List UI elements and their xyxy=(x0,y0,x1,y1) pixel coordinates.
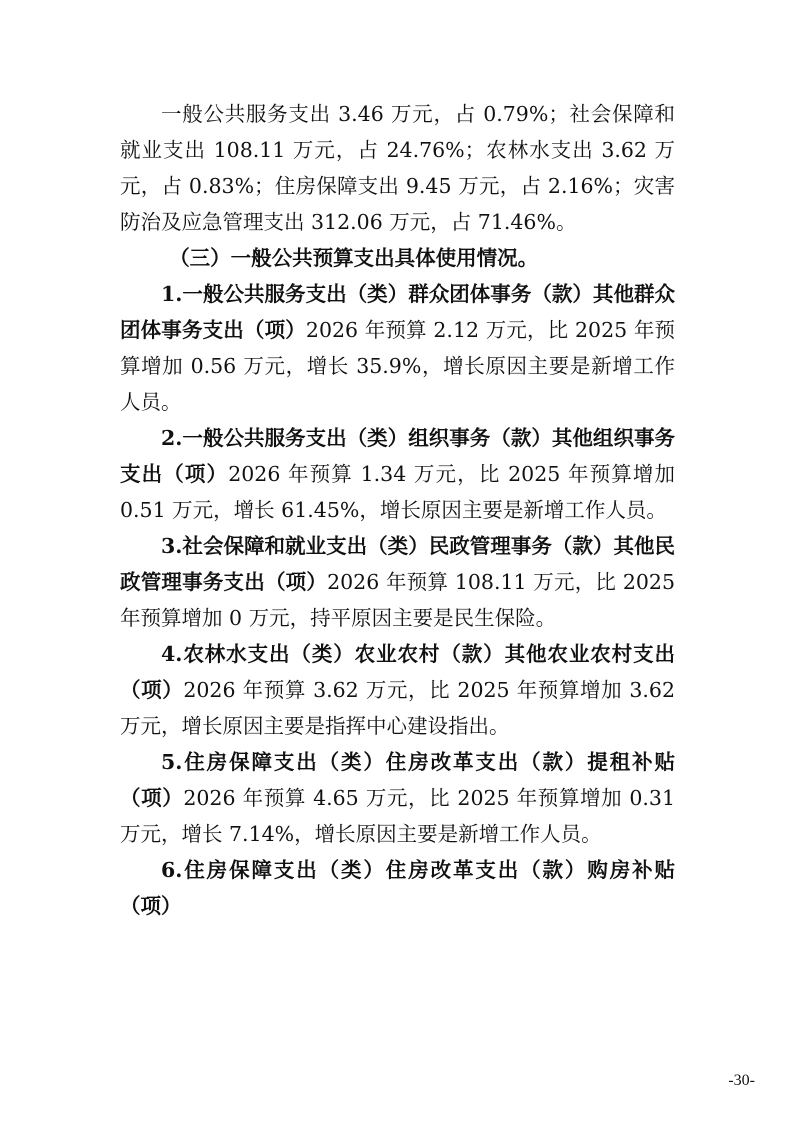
item-title: 2.一般公共服务支出（类）组织事务（款）其他组织事务支出（项） xyxy=(120,426,675,486)
intro-paragraph: 一般公共服务支出 3.46 万元，占 0.79%；社会保障和就业支出 108.11 万元，占 24.76%；农林水支出 3.62 万元，占 0.83%；住房保障支出 9.45 万元，占 2.16%；灾害防治及应急管理支出 312.06 万元，占 71.46%。 xyxy=(120,102,675,234)
item-title: 6.住房保障支出（类）住房改革支出（款）购房补贴（项） xyxy=(120,858,675,918)
item-body: 2026 年预算 1.34 万元，比 2025 年预算增加 0.51 万元，增长 61.45%，增长原因主要是新增工作人员。 xyxy=(120,462,675,522)
item-title: 1.一般公共服务支出（类）群众团体事务（款）其他群众团体事务支出（项） xyxy=(120,282,675,342)
item-paragraph-5 xyxy=(120,744,675,852)
item-title: 3.社会保障和就业支出（类）民政管理事务（款）其他民政管理事务支出（项） xyxy=(120,534,675,594)
item-body: 2026 年预算 2.12 万元，比 2025 年预算增加 0.56 万元，增长 35.9%，增长原因主要是新增工作人员。 xyxy=(120,318,675,414)
item-title: 5.住房保障支出（类）住房改革支出（款）提租补贴（项） xyxy=(120,750,675,810)
section-heading: （三）一般公共预算支出具体使用情况。 xyxy=(169,246,539,270)
item-body: 2026 年预算 4.65 万元，比 2025 年预算增加 0.31 万元，增长 7.14%，增长原因主要是新增工作人员。 xyxy=(120,786,675,846)
item-paragraph-4 xyxy=(120,636,675,744)
item-title: 4.农林水支出（类）农业农村（款）其他农业农村支出（项） xyxy=(120,642,675,702)
item-body: 2026 年预算 108.11 万元，比 2025 年预算增加 0 万元，持平原因主要是民生保险。 xyxy=(120,570,675,630)
item-body: 2026 年预算 3.62 万元，比 2025 年预算增加 3.62 万元，增长原因主要是指挥中心建设指出。 xyxy=(120,678,675,738)
page-number: -30- xyxy=(728,1072,755,1089)
item-paragraph-2 xyxy=(120,420,675,528)
body-text xyxy=(120,96,675,924)
item-paragraph-6 xyxy=(120,852,675,924)
item-paragraph-1 xyxy=(120,276,675,420)
item-paragraph-3 xyxy=(120,528,675,636)
